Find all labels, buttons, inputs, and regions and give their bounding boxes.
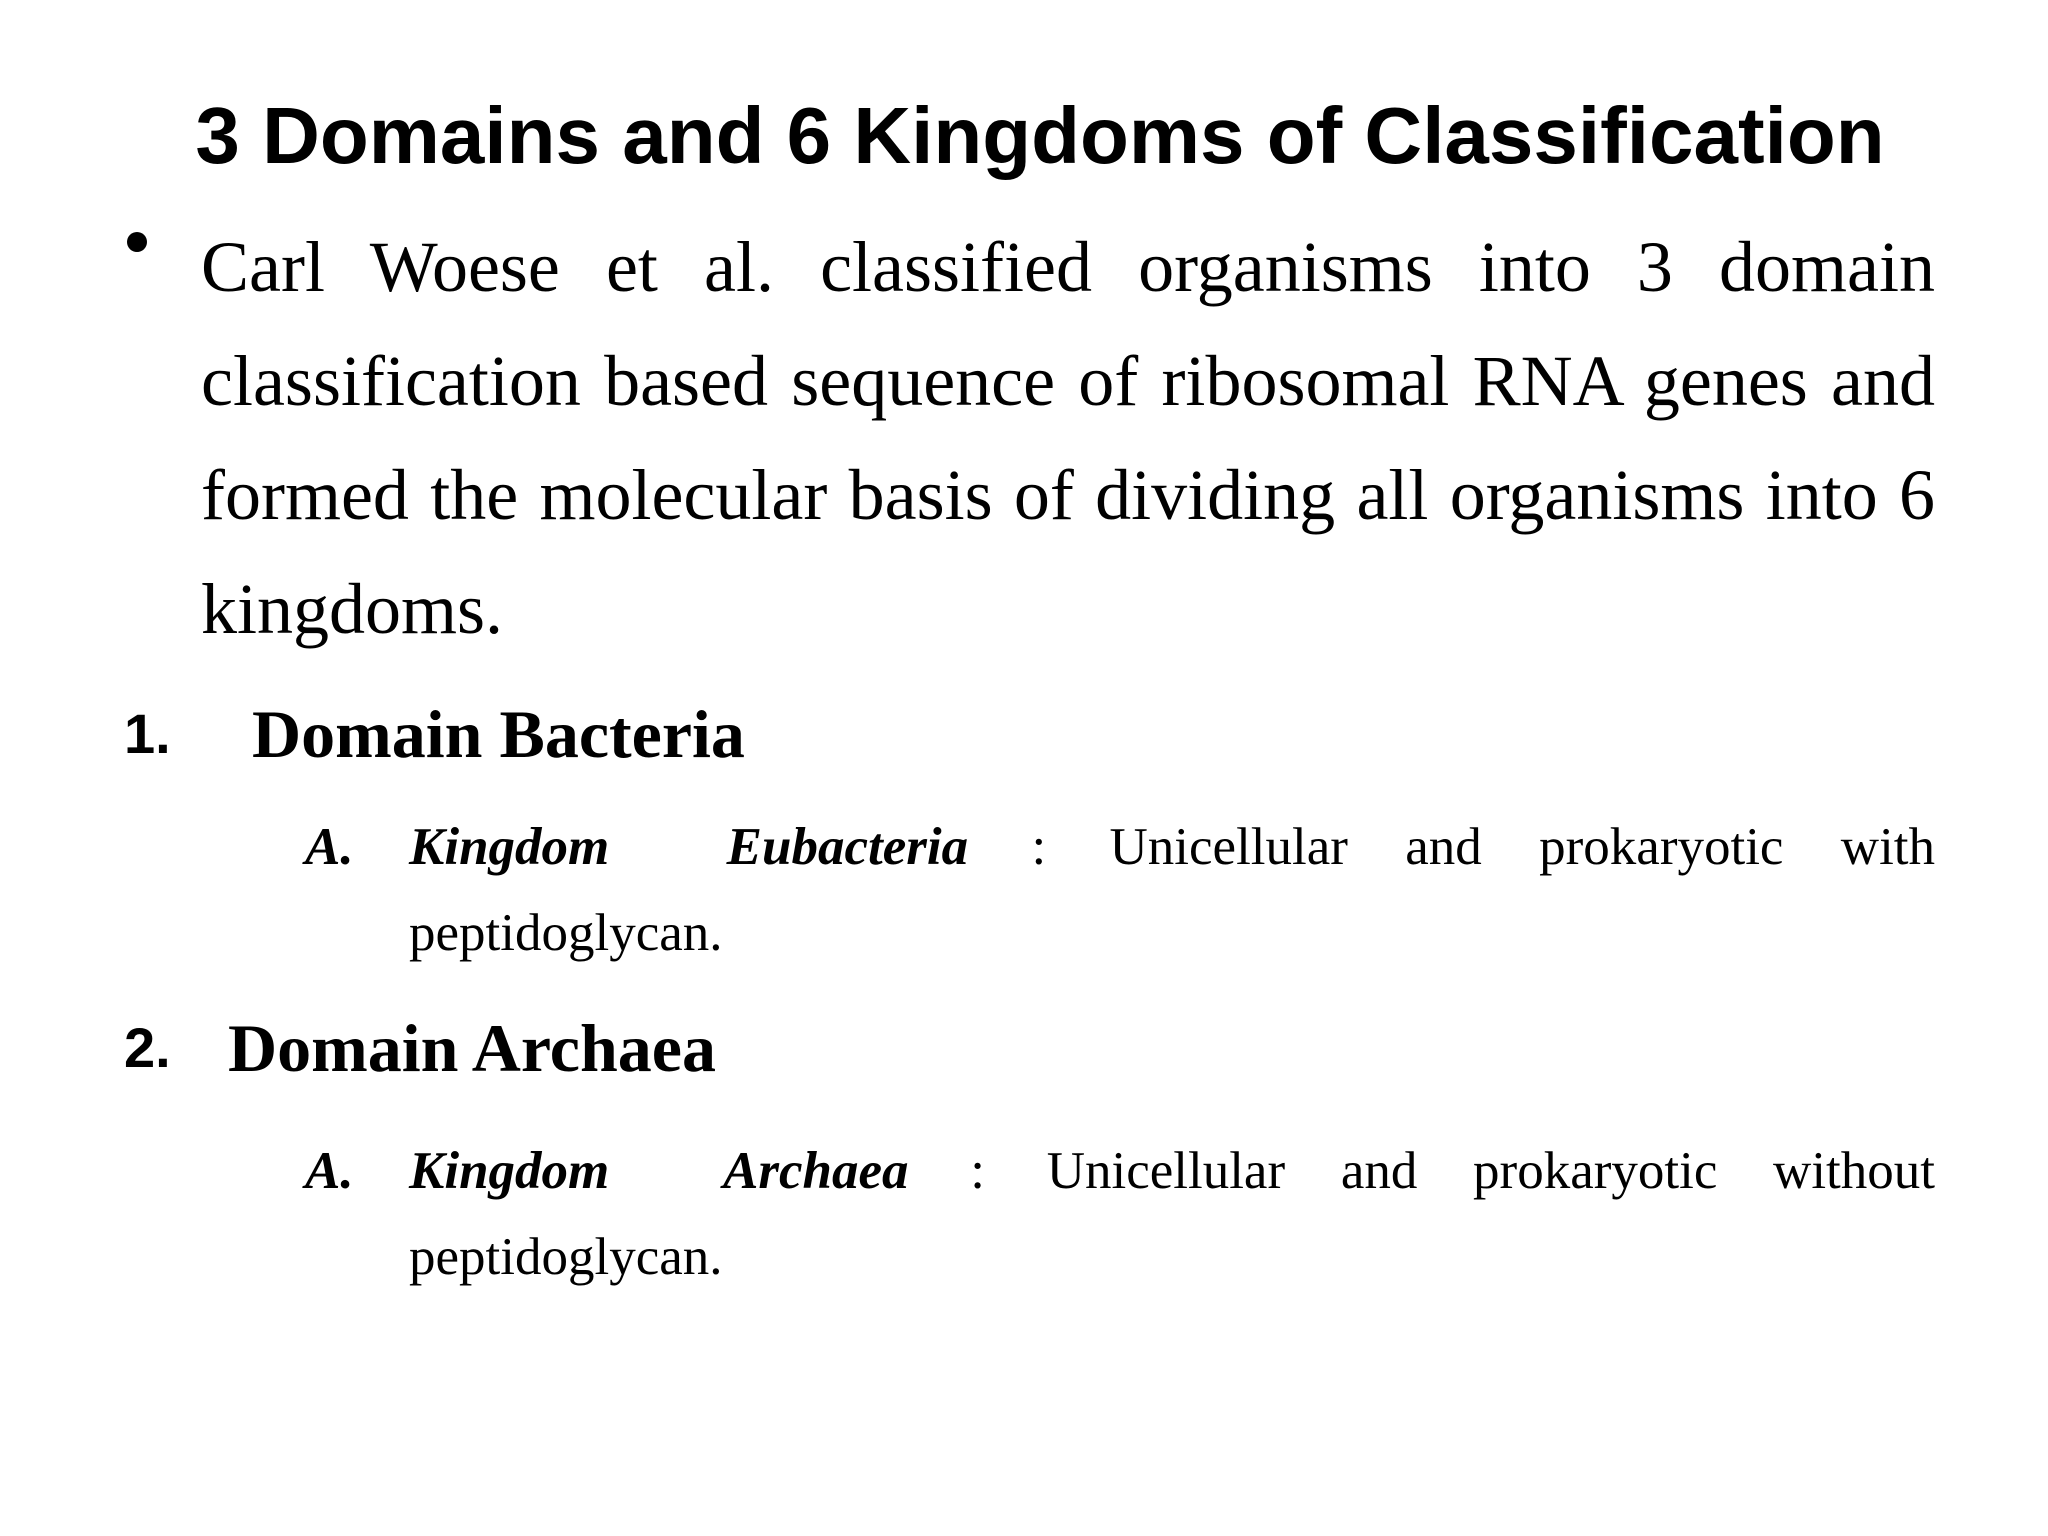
kingdom-description: Unicellular and prokaryotic without peptidoglycan.	[409, 1142, 1936, 1286]
bullet-dot-icon	[127, 232, 147, 252]
kingdom-name: Kingdom Eubacteria	[409, 818, 969, 876]
slide-title: 3 Domains and 6 Kingdoms of Classification	[195, 91, 1885, 180]
item-body	[409, 1128, 1935, 1300]
item-letter: A.	[305, 818, 354, 876]
kingdom-item-archaea	[305, 1128, 1935, 1300]
item-separator: :	[970, 1142, 985, 1200]
kingdom-item-eubacteria	[305, 804, 1935, 976]
section-number: 2.	[124, 1016, 171, 1079]
kingdom-description: Unicellular and prokaryotic with peptidoglycan.	[409, 818, 1936, 962]
section-number: 1.	[124, 702, 171, 765]
section-heading-bacteria: Domain Bacteria	[252, 696, 745, 772]
item-letter: A.	[305, 1142, 354, 1200]
item-separator: :	[1031, 818, 1047, 876]
section-heading-archaea: Domain Archaea	[228, 1010, 716, 1086]
kingdom-name: Kingdom Archaea	[409, 1142, 909, 1200]
item-body	[409, 804, 1935, 976]
intro-bullet-text: Carl Woese et al. classified organisms into 3 domain classification based sequence of ribosomal RNA genes and formed the molecular basis of dividing all organisms into 6 kingdoms.	[201, 227, 1935, 649]
